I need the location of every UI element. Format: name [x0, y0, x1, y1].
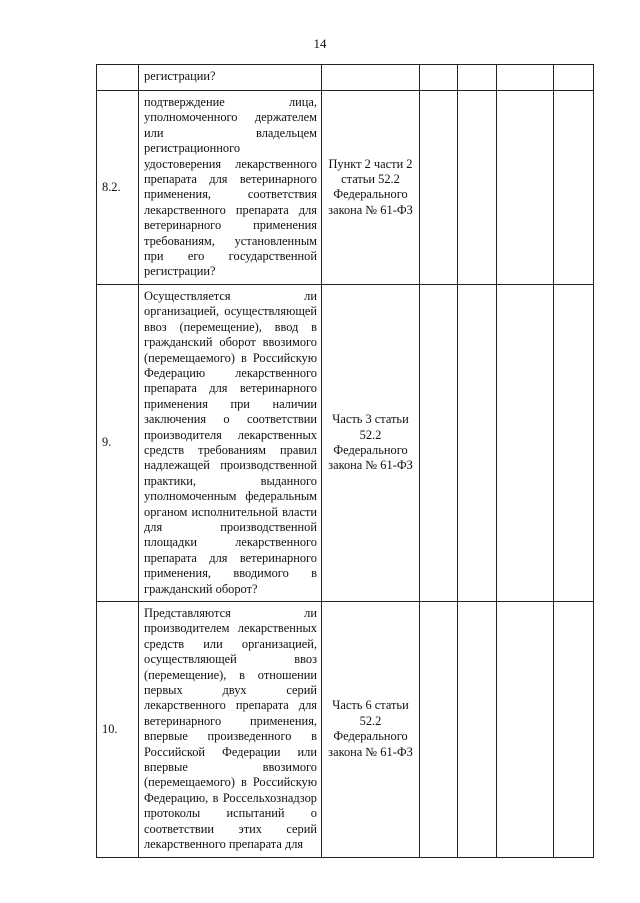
question-text-line: регистрационного	[144, 141, 241, 156]
question-text-line: регистрации?	[144, 69, 216, 83]
empty-cell	[420, 91, 458, 285]
empty-cell	[420, 65, 458, 91]
question-text-line: Российской Федерации или	[144, 744, 317, 759]
question-text-line: практики, выданного	[144, 473, 317, 488]
question-text-line: средств требованиям правил	[144, 442, 317, 457]
question-text-line: производителя лекарственных	[144, 427, 317, 442]
empty-cell	[458, 284, 497, 601]
question-text-line: надлежащей производственной	[144, 458, 317, 473]
question-text-line: применения при наличии	[144, 396, 317, 411]
item-number: 10.	[97, 602, 139, 858]
question-cell	[139, 284, 322, 601]
table-row	[97, 91, 594, 285]
question-text-line: ветеринарного применения,	[144, 713, 317, 728]
question-text-line: первых двух серий	[144, 683, 317, 698]
question-text-line: (перемещаемого) в Российскую	[144, 350, 317, 365]
empty-cell	[458, 91, 497, 285]
empty-cell	[458, 65, 497, 91]
question-text-line: Федерацию, в Россельхознадзор	[144, 790, 317, 805]
reference-cell: Пункт 2 части 2 статьи 52.2 Федерального закона № 61-ФЗ	[322, 91, 420, 285]
question-text-line: лекарственного препарата для	[144, 698, 317, 713]
question-text-line: органом исполнительной власти	[144, 504, 317, 519]
question-text-line: организацией, осуществляющей	[144, 304, 317, 319]
question-text-line: впервые ввозимого	[144, 760, 317, 775]
question-text-line: уполномоченным федеральным	[144, 489, 317, 504]
item-number: 9.	[97, 284, 139, 601]
question-text-line: препарата для ветеринарного	[144, 550, 317, 565]
checklist-table	[96, 64, 594, 858]
question-text-line: гражданский оборот ввозимого	[144, 335, 317, 350]
question-text-line: заключения о соответствии	[144, 412, 317, 427]
reference-cell: Часть 3 статьи 52.2 Федерального закона № 61-ФЗ	[322, 284, 420, 601]
table-row	[97, 284, 594, 601]
question-cell	[139, 602, 322, 858]
question-text-line: препарата для ветеринарного	[144, 381, 317, 396]
empty-cell	[497, 284, 554, 601]
question-text-line: площадки лекарственного	[144, 535, 317, 550]
question-text-line: применения, вводимого в	[144, 566, 317, 581]
question-text-line: регистрации?	[144, 264, 216, 279]
question-text-line: (перемещение), в отношении	[144, 667, 317, 682]
question-text-line: гражданский оборот?	[144, 581, 258, 596]
empty-cell	[497, 91, 554, 285]
question-text-line: Федерацию лекарственного	[144, 365, 317, 380]
question-text-line: протоколы испытаний о	[144, 806, 317, 821]
question-text-line: уполномоченного держателем	[144, 110, 317, 125]
empty-cell	[554, 602, 594, 858]
empty-cell	[420, 284, 458, 601]
table-row	[97, 65, 594, 91]
question-text-line: Представляются ли	[144, 606, 317, 620]
question-text-line: препарата для ветеринарного	[144, 172, 317, 187]
question-text-line: лекарственного препарата для	[144, 837, 304, 852]
table-row	[97, 602, 594, 858]
question-text-line: средств или организацией,	[144, 636, 317, 651]
question-text-line: ввоз (перемещение), ввод в	[144, 319, 317, 334]
page-number: 14	[313, 36, 327, 51]
question-text-line: производителем лекарственных	[144, 621, 317, 636]
question-text-line: ветеринарного применения	[144, 218, 317, 233]
question-text-line: впервые произведенного в	[144, 729, 317, 744]
question-text-line: при его государственной	[144, 249, 317, 264]
question-text-line: (перемещаемого) в Российскую	[144, 775, 317, 790]
question-cell	[139, 91, 322, 285]
item-number: 8.2.	[97, 91, 139, 285]
empty-cell	[554, 65, 594, 91]
question-text-line: для производственной	[144, 519, 317, 534]
question-cell	[139, 65, 322, 91]
empty-cell	[420, 602, 458, 858]
empty-cell	[554, 91, 594, 285]
empty-cell	[497, 602, 554, 858]
empty-cell	[554, 284, 594, 601]
empty-cell	[497, 65, 554, 91]
question-text-line: удостоверения лекарственного	[144, 156, 317, 171]
question-text-line: осуществляющей ввоз	[144, 652, 317, 667]
question-text-line: лекарственного препарата для	[144, 202, 317, 217]
question-text-line: соответствии этих серий	[144, 821, 317, 836]
question-text-line: требованиям, установленным	[144, 233, 317, 248]
question-text-line: Осуществляется ли	[144, 288, 317, 303]
reference-cell: Часть 6 статьи 52.2 Федерального закона № 61-ФЗ	[322, 602, 420, 858]
question-text-line: подтверждение лица,	[144, 95, 317, 109]
reference-cell	[322, 65, 420, 91]
question-text-line: применения, соответствия	[144, 187, 317, 202]
item-number	[97, 65, 139, 91]
question-text-line: или владельцем	[144, 125, 317, 140]
empty-cell	[458, 602, 497, 858]
